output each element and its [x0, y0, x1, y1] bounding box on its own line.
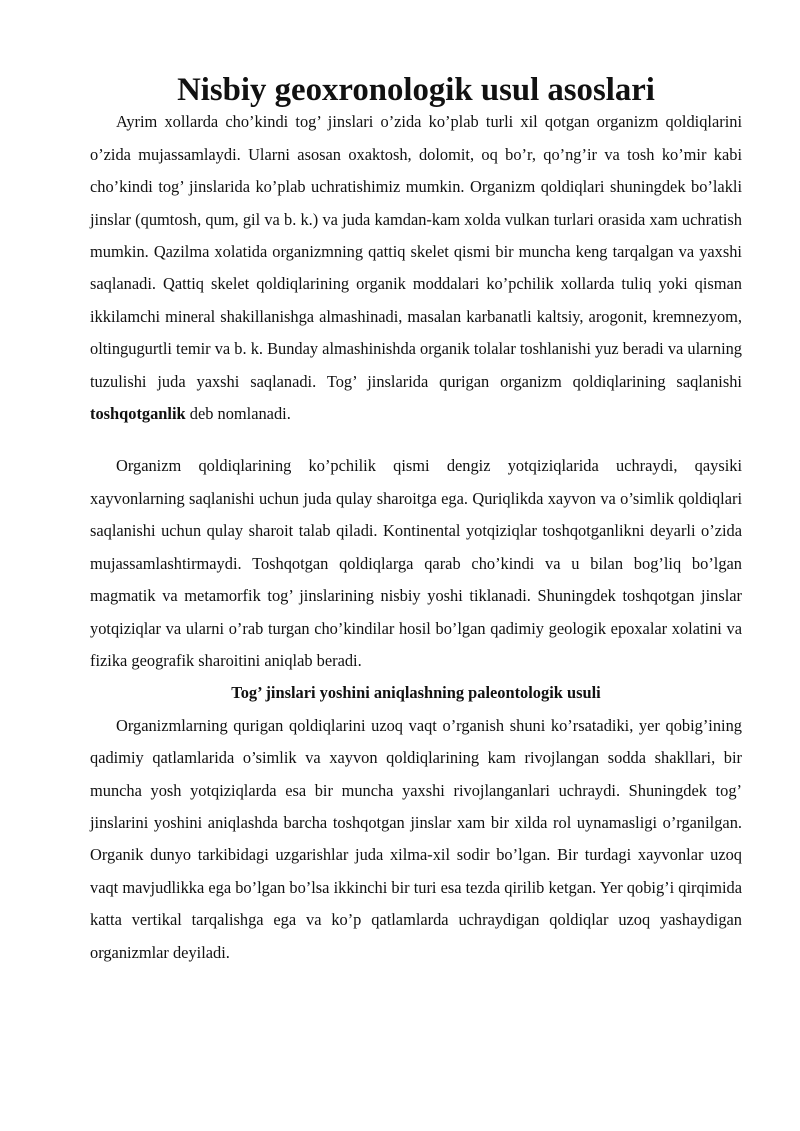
bold-term-toshqotganlik: toshqotganlik	[90, 404, 186, 424]
paragraph-text: Ayrim xollarda cho’kindi tog’ jinslari o’zida ko’plab turli xil qotgan organizm qoldiqlarini o’zida mujassamlaydi. Ularni asosan oxaktosh, dolomit, oq bo’r, qo’ng’ir va tosh ko’mir kabi cho’kindi tog’ jinslarida ko’plab uchratishimiz mumkin. Organizm qoldiqlari shuningdek bo’lakli jinslar (qumtosh, qum, gil va b. k.) va juda kamdan-kam xolda vulkan turlari orasida xam uchratish mumkin. Qazilma xolatida organizmning qattiq skelet qismi bir muncha keng tarqalgan va yaxshi saqlanadi. Qattiq skelet qoldiqlarining organik moddalari ko’pchilik xollarda tuliq yoki qisman ikkilamchi mineral shakillanishga almashinadi, masalan karbanatli kaltsiy, arogonit, kremnezyom, oltingugurtli temir va b. k. Bunday almashinishda organik tolalar toshlanishi yuz beradi va ularning tuzulishi juda yaxshi saqlanadi. Tog’ jinslarida qurigan organizm qoldiqlarining saqlanishi	[90, 112, 743, 391]
paragraph-fossil-preservation	[90, 106, 742, 430]
paragraph-marine-deposits: Organizm qoldiqlarining ko’pchilik qismi dengiz yotqiziqlarida uchraydi, qaysiki xayvonlarning saqlanishi uchun juda qulay sharoitga ega. Quriqlikda xayvon va o’simlik qoldiqlari saqlanishi uchun qulay sharoit talab qiladi. Kontinental yotqiziqlar toshqotganlikni deyarli o’zida mujassamlashtirmaydi. Toshqotgan qoldiqlarga qarab cho’kindi va u bilan bog’liq bo’lgan magmatik va metamorfik tog’ jinslarining nisbiy yoshi tiklanadi. Shuningdek toshqotgan jinslar yotqiziqlar va ularni o’rab turgan cho’kindilar hosil bo’lgan qadimiy geologik epoxalar xolatini va fizika geografik sharoitini aniqlab beradi.	[90, 456, 742, 670]
paragraph-text-end: deb nomlanadi.	[185, 404, 291, 424]
section-heading-relative-geochronology: Nisbiy geoxronologik usul asoslari	[177, 72, 655, 108]
document-page	[90, 74, 742, 969]
paragraph-organism-remains-study: Organizmlarning qurigan qoldiqlarini uzoq vaqt o’rganish shuni ko’rsatadiki, yer qobig’ining qadimiy qatlamlarida o’simlik va xayvon qoldiqlarining kam rivojlangan sodda shakllari, bir muncha yosh yotqiziqlarda esa bir muncha yaxshi rivojlanganlari uchraydi. Shuningdek tog’ jinslarini yoshini aniqlashda barcha toshqotgan jinslar xam bir xilda rol uynamasligi o’rganilgan. Organik dunyo tarkibidagi uzgarishlar juda xilma-xil sodir bo’lgan. Bir turdagi xayvonlar uzoq vaqt mavjudlikka ega bo’lgan bo’lsa ikkinchi bir turi esa tezda qirilib ketgan. Yer qobig’i qirqimida katta vertikal tarqalishga ega va ko’p qatlamlarda uchraydigan qoldiqlar uzoq yashaydigan organizmlar deyiladi.	[90, 715, 742, 962]
section-heading-paleontological-method: Tog’ jinslari yoshini aniqlashning paleontologik usuli	[231, 683, 601, 703]
